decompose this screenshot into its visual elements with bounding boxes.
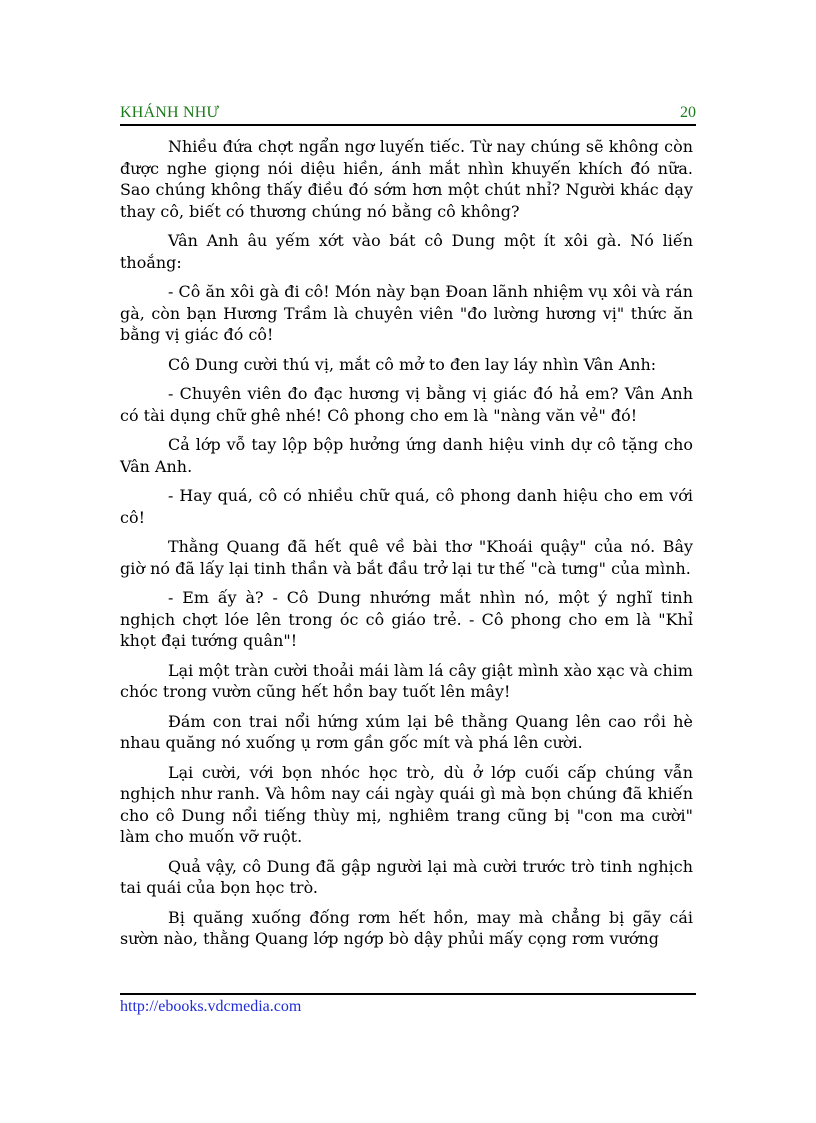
paragraph: - Em ấy à? - Cô Dung nhướng mắt nhìn nó, một ý nghĩ tinh nghịch chợt lóe lên trong óc cô giáo trẻ. - Cô phong cho em là "Khỉ khọt đại tướng quân"! [120,588,693,650]
paragraph: - Chuyên viên đo đạc hương vị bằng vị giác đó hả em? Vân Anh có tài dụng chữ ghê nhé! Cô phong cho em là "nàng văn vẻ" đó! [120,384,693,425]
paragraph: Vân Anh âu yếm xớt vào bát cô Dung một ít xôi gà. Nó liến thoắng: [120,231,693,272]
paragraph: - Cô ăn xôi gà đi cô! Món này bạn Đoan lãnh nhiệm vụ xôi và rán gà, còn bạn Hương Trầm là chuyên viên "đo lường hương vị" thức ăn bằng vị giác đó cô! [120,282,693,344]
footer-divider [120,993,696,995]
page-header [120,100,696,122]
page-body [120,136,693,958]
header-divider [120,124,696,126]
paragraph: Bị quăng xuống đống rơm hết hồn, may mà chẳng bị gãy cái sườn nào, thằng Quang lớp ngớp bò dậy phủi mấy cọng rơm vướng [120,907,693,948]
paragraph: - Hay quá, cô có nhiều chữ quá, cô phong danh hiệu cho em với cô! [120,486,693,527]
paragraph: Quả vậy, cô Dung đã gập người lại mà cười trước trò tinh nghịch tai quái của bọn học trò. [120,856,693,897]
paragraph: Cả lớp vỗ tay lộp bộp hưởng ứng danh hiệu vinh dự cô tặng cho Vân Anh. [120,435,693,476]
paragraph: Cô Dung cười thú vị, mắt cô mở to đen lay láy nhìn Vân Anh: [168,354,657,374]
paragraph: Lại cười, với bọn nhóc học trò, dù ở lớp cuối cấp chúng vẫn nghịch như ranh. Và hôm nay cái ngày quái gì mà bọn chúng đã khiến cho cô Dung nổi tiếng thùy mị, nghiêm trang cũng bị "con ma cười" làm cho muốn vỡ ruột. [120,762,693,846]
paragraph: Lại một tràn cười thoải mái làm lá cây giật mình xào xạc và chim chóc trong vườn cũng hết hồn bay tuốt lên mây! [120,660,693,701]
footer-url-link[interactable]: http://ebooks.vdcmedia.com [120,998,302,1015]
page-number: 20 [680,104,696,121]
paragraph: Thằng Quang đã hết quê về bài thơ "Khoái quậy" của nó. Bây giờ nó đã lấy lại tinh thần và bắt đầu trở lại tư thế "cà tưng" của mình. [120,537,693,578]
paragraph: Đám con trai nổi hứng xúm lại bê thằng Quang lên cao rồi hè nhau quăng nó xuống ụ rơm gần gốc mít và phá lên cười. [120,711,693,752]
paragraph: Nhiều đứa chợt ngẩn ngơ luyến tiếc. Từ nay chúng sẽ không còn được nghe giọng nói diệu hiền, ánh mắt nhìn khuyến khích đó nữa. Sao chúng không thấy điều đó sớm hơn một chút nhỉ? Người khác dạy thay cô, biết có thương chúng nó bằng cô không? [120,137,693,221]
book-title: KHÁNH NHƯ [120,104,220,121]
